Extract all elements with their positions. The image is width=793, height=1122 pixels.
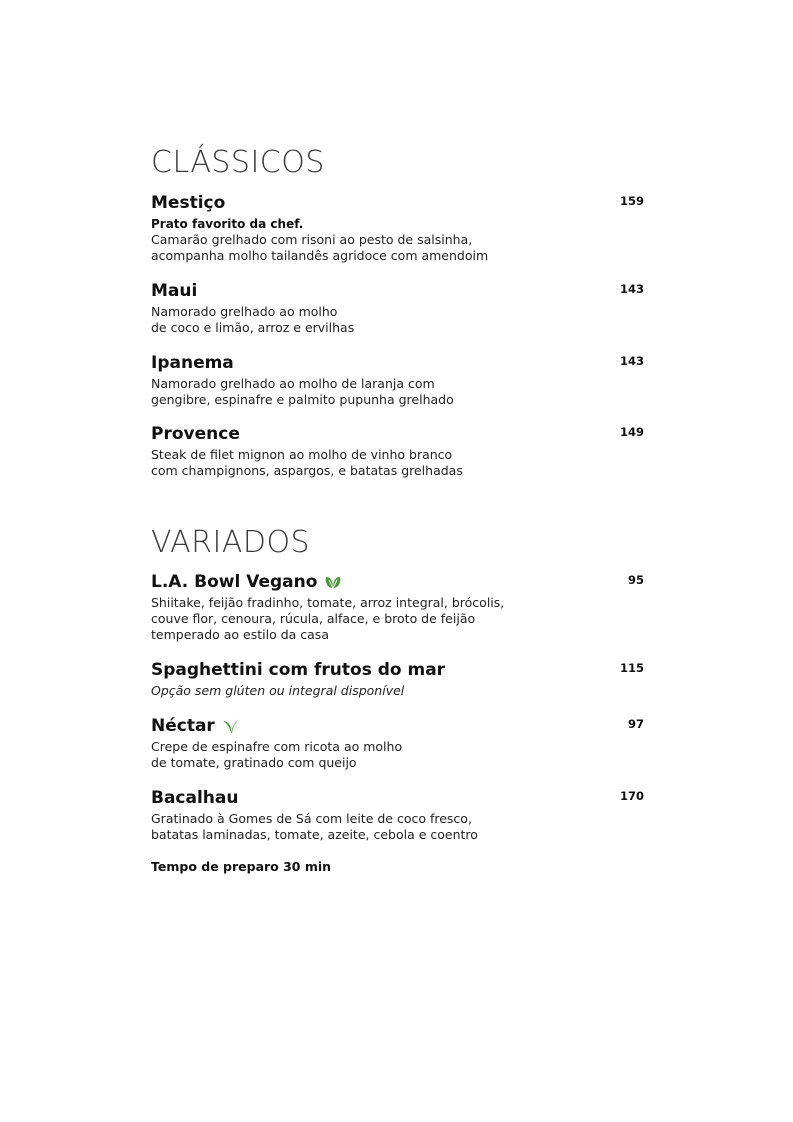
menu-item-bacalhau	[151, 787, 644, 843]
vegan-leaf-icon	[324, 574, 342, 594]
item-name: L.A. Bowl Vegano	[151, 572, 318, 592]
item-desc-line: acompanha molho tailandês agridoce com amendoim	[151, 248, 489, 263]
item-desc-line: Namorado grelhado ao molho	[151, 304, 338, 319]
item-name: Spaghettini com frutos do mar	[151, 660, 446, 680]
menu-item-maui	[151, 280, 644, 336]
item-desc-italic: Opção sem glúten ou integral disponível	[151, 683, 405, 698]
item-desc-line: de tomate, gratinado com queijo	[151, 755, 357, 770]
item-name: Bacalhau	[151, 788, 239, 808]
menu-item-nectar	[151, 715, 644, 771]
item-desc-line: temperado ao estilo da casa	[151, 627, 329, 642]
item-price: 159	[619, 194, 644, 208]
menu-item-ipanema	[151, 352, 644, 408]
item-name: Maui	[151, 281, 198, 301]
item-desc-line: batatas laminadas, tomate, azeite, cebola e coentro	[151, 827, 478, 842]
item-name: Ipanema	[151, 353, 234, 373]
item-desc-line: Shiitake, feijão fradinho, tomate, arroz integral, brócolis,	[151, 595, 505, 610]
item-desc-line: Crepe de espinafre com ricota ao molho	[151, 739, 403, 754]
menu-item-spaghettini	[151, 659, 644, 699]
item-desc-line: Gratinado à Gomes de Sá com leite de coco fresco,	[151, 811, 472, 826]
menu-item-la-bowl-vegano	[151, 571, 644, 643]
section-title-classicos: CLÁSSICOS	[151, 145, 325, 180]
item-note: Prato favorito da chef.	[151, 217, 304, 231]
item-desc-line: gengibre, espinafre e palmito pupunha grelhado	[151, 392, 454, 407]
item-price: 170	[619, 789, 644, 803]
item-desc-line: de coco e limão, arroz e ervilhas	[151, 320, 355, 335]
item-desc-line: Namorado grelhado ao molho de laranja com	[151, 376, 435, 391]
item-name: Mestiço	[151, 193, 226, 213]
item-desc-line: com champignons, aspargos, e batatas grelhadas	[151, 463, 463, 478]
item-desc-line: couve flor, cenoura, rúcula, alface, e broto de feijão	[151, 611, 476, 626]
menu-item-provence	[151, 423, 644, 479]
menu-item-mestico	[151, 192, 644, 264]
item-price: 143	[619, 354, 644, 368]
item-desc-line: Camarão grelhado com risoni ao pesto de salsinha,	[151, 232, 473, 247]
item-price: 95	[627, 573, 644, 587]
section-title-variados: VARIADOS	[151, 525, 311, 560]
item-price: 149	[619, 425, 644, 439]
item-name: Néctar	[151, 716, 215, 736]
item-price: 143	[619, 282, 644, 296]
prep-time-note: Tempo de preparo 30 min	[151, 859, 332, 874]
item-price: 97	[627, 717, 644, 731]
item-name: Provence	[151, 424, 240, 444]
item-price: 115	[619, 661, 644, 675]
vegetarian-sprout-icon	[222, 718, 240, 738]
item-desc-line: Steak de filet mignon ao molho de vinho branco	[151, 447, 453, 462]
